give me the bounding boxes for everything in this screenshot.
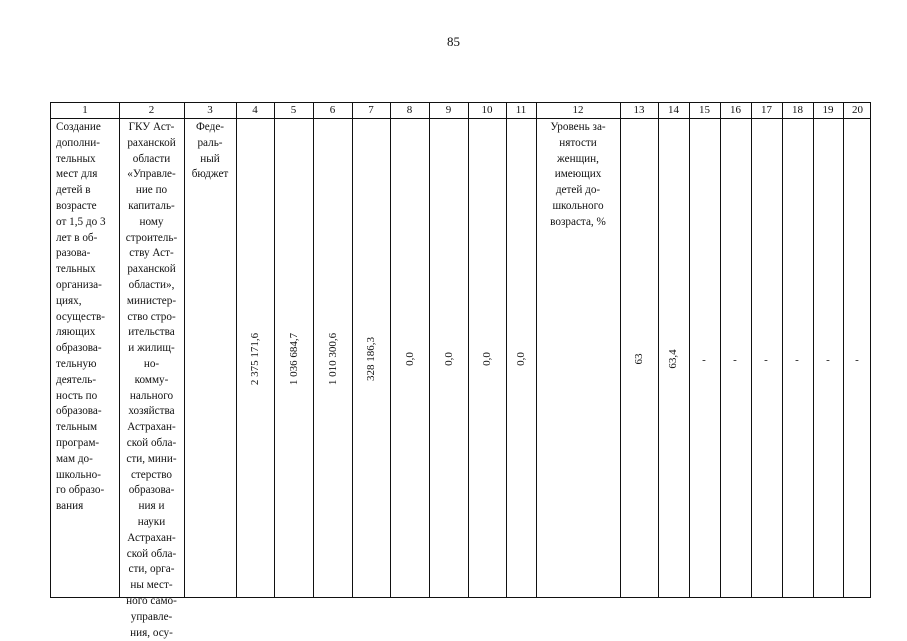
text-line: тельным (56, 420, 118, 436)
text-line: ляющих (56, 325, 118, 341)
text-line: ния и (119, 499, 184, 515)
text-line: «Управле- (119, 167, 184, 183)
text-line: детей в (56, 183, 118, 199)
text-line: сти, орга- (119, 562, 184, 578)
text-line: деятель- (56, 373, 118, 389)
text-line: образова- (56, 341, 118, 357)
text-line: детей до- (536, 183, 620, 199)
column-header-4: 4 (236, 103, 274, 118)
cell-value-col14: 63,4 (667, 349, 679, 368)
text-line: образова- (56, 404, 118, 420)
column-divider (429, 103, 430, 597)
budget-table (50, 102, 871, 598)
cell-value-col9: 0,0 (443, 352, 455, 366)
text-line: мест для (56, 167, 118, 183)
column-divider (782, 103, 783, 597)
page-number: 85 (0, 34, 907, 50)
text-line: нятости (536, 136, 620, 152)
cell-value-col20: - (855, 354, 859, 366)
cell-indicator-name (536, 120, 620, 231)
text-line: хозяйства (119, 404, 184, 420)
column-header-15: 15 (689, 103, 720, 118)
text-line: разова- (56, 246, 118, 262)
text-line: раль- (184, 136, 236, 152)
cell-value-col15: - (702, 354, 706, 366)
text-line: возраста, % (536, 215, 620, 231)
cell-value-col19: - (826, 354, 830, 366)
column-header-8: 8 (390, 103, 429, 118)
text-line: строитель- (119, 231, 184, 247)
column-header-20: 20 (843, 103, 872, 118)
column-divider (620, 103, 621, 597)
text-line: бюджет (184, 167, 236, 183)
text-line: раханской (119, 136, 184, 152)
column-divider (813, 103, 814, 597)
column-header-9: 9 (429, 103, 468, 118)
text-line: ство стро- (119, 310, 184, 326)
text-line: возрасте (56, 199, 118, 215)
text-line: и жилищ- (119, 341, 184, 357)
text-line: ны мест- (119, 578, 184, 594)
text-line: ительства (119, 325, 184, 341)
text-line: осуществ- (56, 310, 118, 326)
cell-responsible-executor (119, 120, 184, 641)
column-header-14: 14 (658, 103, 689, 118)
cell-value-col5: 1 036 684,7 (288, 333, 300, 385)
cell-value-col17: - (764, 354, 768, 366)
column-header-19: 19 (813, 103, 843, 118)
text-line: нального (119, 389, 184, 405)
text-line: ние по (119, 183, 184, 199)
text-line: лет в об- (56, 231, 118, 247)
text-line: програм- (56, 436, 118, 452)
column-header-5: 5 (274, 103, 313, 118)
cell-value-col10: 0,0 (481, 352, 493, 366)
column-divider (468, 103, 469, 597)
column-header-2: 2 (119, 103, 184, 118)
text-line: вания (56, 499, 118, 515)
cell-value-col8: 0,0 (404, 352, 416, 366)
text-line: ному (119, 215, 184, 231)
text-line: тельных (56, 152, 118, 168)
column-header-6: 6 (313, 103, 352, 118)
column-header-12: 12 (536, 103, 620, 118)
cell-value-col4: 2 375 171,6 (249, 333, 261, 385)
cell-event-description (56, 120, 118, 515)
text-line: организа- (56, 278, 118, 294)
text-line: капиталь- (119, 199, 184, 215)
column-divider (352, 103, 353, 597)
column-header-17: 17 (751, 103, 782, 118)
text-line: стерство (119, 468, 184, 484)
text-line: сти, мини- (119, 452, 184, 468)
column-divider (274, 103, 275, 597)
column-divider (689, 103, 690, 597)
column-header-1: 1 (51, 103, 119, 118)
text-line: мам до- (56, 452, 118, 468)
column-divider (720, 103, 721, 597)
text-line: ный (184, 152, 236, 168)
text-line: имеющих (536, 167, 620, 183)
cell-value-col18: - (795, 354, 799, 366)
text-line: го образо- (56, 483, 118, 499)
text-line: раханской (119, 262, 184, 278)
text-line: Астрахан- (119, 420, 184, 436)
cell-value-col11: 0,0 (515, 352, 527, 366)
text-line: ность по (56, 389, 118, 405)
column-divider (236, 103, 237, 597)
text-line: дополни- (56, 136, 118, 152)
cell-value-col6: 1 010 300,6 (327, 333, 339, 385)
cell-value-col16: - (733, 354, 737, 366)
column-header-11: 11 (506, 103, 536, 118)
text-line: ния, осу- (119, 626, 184, 641)
text-line: ской обла- (119, 547, 184, 563)
text-line: Феде- (184, 120, 236, 136)
text-line: Создание (56, 120, 118, 136)
column-divider (390, 103, 391, 597)
text-line: ного само- (119, 594, 184, 610)
column-divider (751, 103, 752, 597)
text-line: образова- (119, 483, 184, 499)
text-line: ГКУ Аст- (119, 120, 184, 136)
column-header-10: 10 (468, 103, 506, 118)
text-line: области (119, 152, 184, 168)
text-line: Уровень за- (536, 120, 620, 136)
text-line: школьно- (56, 468, 118, 484)
text-line: науки (119, 515, 184, 531)
text-line: ству Аст- (119, 246, 184, 262)
text-line: но- (119, 357, 184, 373)
column-header-16: 16 (720, 103, 751, 118)
text-line: школьного (536, 199, 620, 215)
text-line: управле- (119, 610, 184, 626)
cell-value-col13: 63 (633, 354, 645, 365)
text-line: комму- (119, 373, 184, 389)
column-divider (843, 103, 844, 597)
column-header-3: 3 (184, 103, 236, 118)
text-line: Астрахан- (119, 531, 184, 547)
text-line: циях, (56, 294, 118, 310)
text-line: ской обла- (119, 436, 184, 452)
column-header-18: 18 (782, 103, 813, 118)
column-divider (506, 103, 507, 597)
text-line: министер- (119, 294, 184, 310)
column-divider (313, 103, 314, 597)
column-header-7: 7 (352, 103, 390, 118)
cell-funding-source (184, 120, 236, 183)
text-line: от 1,5 до 3 (56, 215, 118, 231)
text-line: области», (119, 278, 184, 294)
text-line: тельную (56, 357, 118, 373)
column-header-13: 13 (620, 103, 658, 118)
text-line: женщин, (536, 152, 620, 168)
column-divider (658, 103, 659, 597)
cell-value-col7: 328 186,3 (365, 337, 377, 381)
text-line: тельных (56, 262, 118, 278)
